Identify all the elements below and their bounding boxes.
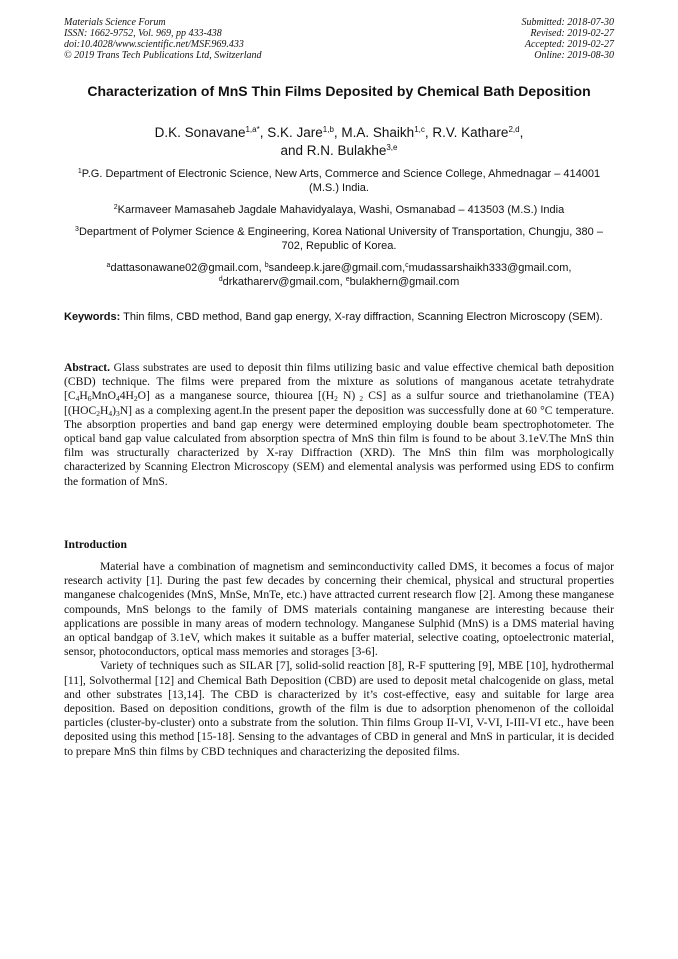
author-name: D.K. Sonavane: [154, 125, 246, 140]
author-emails: $^a$dattasonawane02@gmail.com, $^b$sandeep.k.jare@gmail.com,$^c$mudassarshaikh333@gmail.com, $^d$drkatharerv@gmail.com, $^e$bulakhern@gmail.com: [106, 262, 572, 288]
affiliation-1: $^1$P.G. Department of Electronic Science, New Arts, Commerce and Science College, Ahmednagar – 414001 (M.S.) India.: [77, 168, 601, 194]
author-name: R.N. Bulakhe: [306, 143, 387, 158]
email-link[interactable]: mudassarshaikh333@gmail.com: [408, 262, 569, 274]
author-name: R.V. Kathare: [432, 125, 509, 140]
paragraph: Variety of techniques such as SILAR [7], solid-solid reaction [8], R-F sputtering [9], MBE [10], hydrothermal [11], Solvothermal [12] and Chemical Bath Deposition (CBD) are used to deposit metal chalcogenide on glass, metal and other substrates [13,14]. The CBD is characterized by it’s cost-effective, easy and suitable for large area deposition. Based on deposition conditions, growth of the film is due to adsorption phenomenon of the colloidal particles (cluster-by-cluster) onto a substrate from the solution. Thin films Group II-VI, V-VI, I-III-VI etc., have been deposited using this method [15-18]. Sensing to the advantages of CBD in general and MnS in particular, it is decided to prepare MnS thin films by CBD techniques and characterizing the deposited films.: [64, 659, 614, 758]
publication-dates: [522, 17, 615, 61]
email-link[interactable]: bulakhern@gmail.com: [349, 276, 460, 288]
journal-issn: ISSN: 1662-9752, Vol. 969, pp 433-438: [64, 28, 222, 39]
author-affil-mark: 1,c: [414, 125, 425, 134]
affiliation-3: $^3$Department of Polymer Science & Engineering, Korea National University of Transportation, Chungju, 380 – 702, Republic of Korea.: [75, 226, 603, 252]
email-link[interactable]: dattasonawane02@gmail.com: [110, 262, 259, 274]
section-heading: Introduction: [64, 538, 127, 551]
introduction-body: [64, 560, 614, 759]
author-affil-mark: 3,e: [386, 143, 398, 152]
journal-info: [64, 17, 262, 61]
journal-copyright: © 2019 Trans Tech Publications Ltd, Switzerland: [64, 50, 262, 61]
affiliations: [64, 167, 614, 289]
keywords-text: Thin films, CBD method, Band gap energy, X-ray diffraction, Scanning Electron Microscopy (SEM).: [123, 311, 603, 323]
author-affil-mark: 1,a*: [245, 125, 260, 134]
journal-doi: doi:10.4028/www.scientific.net/MSF.969.433: [64, 39, 244, 50]
abstract: Abstract. Glass substrates are used to deposit thin films utilizing basic and value effective chemical bath deposition (CBD) technique. The films were prepared from the mixture as solutions of manganous acetate tetrahydrate $[C_4H_6MnO_44H_2O]$ as a manganese source, thiourea [($H_2$ N) $_2$ CS] as a sulfur source and triethanolamine (TEA) $[(HOC_2H_4)_3N]$ as a complexing agent.In the present paper the deposition was successfully done at 60 °C temperature. The absorption properties and band gap energy were determined employing double beam spectrophotometer. The optical band gap value calculated from absorption spectra of MnS thin film is found to be about 3.1eV.The MnS thin film was structurally characterized by X-ray Diffraction (XRD). The MnS thin film was morphologically characterized by Scanning Electron Microscopy (SEM) and elemental analysis was performed using EDS to confirm the formation of MnS.: [64, 361, 614, 488]
email-link[interactable]: drkatharerv@gmail.com: [222, 276, 340, 288]
author-name: M.A. Shaikh: [341, 125, 415, 140]
date-revised: Revised: 2019-02-27: [530, 28, 614, 39]
author-name: S.K. Jare: [267, 125, 323, 140]
keywords: [64, 310, 614, 324]
paragraph: Material have a combination of magnetism and seminconductivity called DMS, it becomes a focus of major research activity [1]. During the past few decades by concerning their chemical, physical and structural properties manganese chalcogenides (MnS, MnSe, MnTe, etc.) have attracted current research flow [2]. Among these manganese compounds, MnS belongs to the family of DMS materials containing manganese are interesting because their applications are possible in many areas of modern technology. Manganese Sulphid (MnS) is a DMS material having an optical bandgap of 3.1eV, which makes it suitable as a buffer material, selective coating, optoelectronic material, sensor, photoconductors, optical mass memories and storages [3-6].: [64, 560, 614, 659]
abstract-label: Abstract.: [64, 361, 111, 374]
date-submitted: Submitted: 2018-07-30: [521, 17, 614, 28]
author-list: D.K. Sonavane$^{1,a*}$, S.K. Jare$^{1,b}$, M.A. Shaikh$^{1,c}$, R.V. Kathare$^{2,d}$, and R.N. Bulakhe$^{3,e}$: [154, 125, 524, 158]
keywords-label: Keywords:: [64, 311, 121, 323]
author-affil-mark: 1,b: [322, 125, 334, 134]
affiliation-2: $^2$Karmaveer Mamasaheb Jagdale Mahavidyalaya, Washi, Osmanabad – 413503 (M.S.) India: [113, 204, 565, 216]
date-accepted: Accepted: 2019-02-27: [524, 39, 614, 50]
date-online: Online: 2019-08-30: [534, 50, 614, 61]
paper-title: Characterization of MnS Thin Films Deposited by Chemical Bath Deposition: [87, 83, 591, 99]
author-affil-mark: 2,d: [508, 125, 520, 134]
journal-name: Materials Science Forum: [64, 17, 166, 28]
email-link[interactable]: sandeep.k.jare@gmail.com: [268, 262, 403, 274]
